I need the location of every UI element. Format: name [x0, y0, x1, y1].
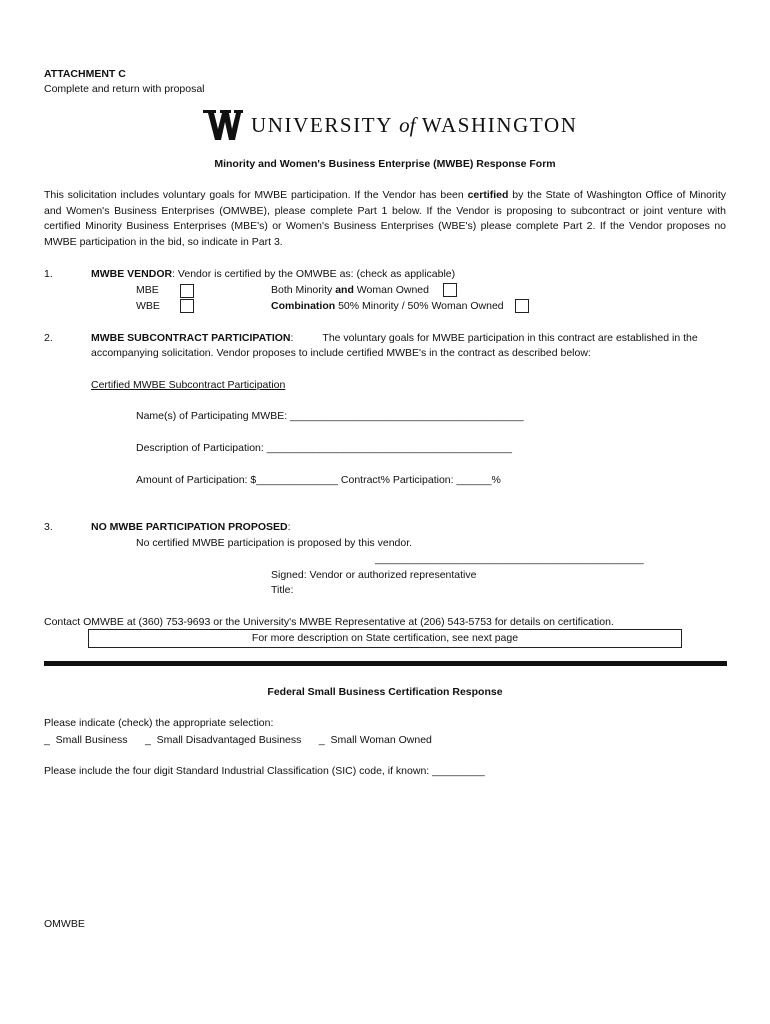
- section1-number: 1.: [44, 268, 53, 280]
- contact-text: Contact OMWBE at (360) 753-9693 or the University's MWBE Representative at (206) 543-5753 for details on certification.: [44, 616, 614, 628]
- both-checkbox[interactable]: [443, 283, 457, 297]
- section3-colon: :: [287, 521, 291, 533]
- intro-part2: by the State of Washington Office of Minority and Women's Business Enterprises (OMWBE), please complete Part 1 below. If the Vendor is proposing to subcontract or joint venture with certified Minority Business Enterprises (MBE's) or Women's Business Enterprises (WBE's) please complete Part 2. If the Vendor proposes no MWBE participation in the bid, so indicate in Part 3.: [44, 189, 726, 248]
- state-certification-note-box: For more description on State certification, see next page: [88, 629, 682, 648]
- footer-label: OMWBE: [44, 918, 85, 930]
- signed-label: Signed: Vendor or authorized representative: [271, 569, 477, 581]
- both-bold: and: [335, 284, 354, 296]
- section1-line: [91, 267, 455, 281]
- intro-paragraph: [44, 188, 726, 250]
- wordmark-of: of: [399, 113, 416, 137]
- uw-w-logo-icon: [203, 110, 243, 140]
- subcontract-subheading: Certified MWBE Subcontract Participation: [91, 379, 286, 391]
- wordmark-university: UNIVERSITY: [251, 113, 393, 137]
- both-suffix: Woman Owned: [353, 284, 429, 296]
- mbe-label: MBE: [136, 284, 159, 296]
- section3-line: [91, 520, 291, 534]
- intro-part1: This solicitation includes voluntary goals for MWBE participation. If the Vendor has been: [44, 189, 468, 201]
- university-wordmark: [251, 113, 578, 138]
- attachment-label: ATTACHMENT C: [44, 68, 126, 80]
- section-divider: [44, 661, 727, 666]
- section3-heading: NO MWBE PARTICIPATION PROPOSED: [91, 521, 288, 533]
- federal-options[interactable]: _ Small Business _ Small Disadvantaged Business _ Small Woman Owned: [44, 734, 432, 746]
- combination-bold: Combination: [271, 300, 336, 312]
- section2-heading: MWBE SUBCONTRACT PARTICIPATION: [91, 332, 291, 344]
- section1-text: : Vendor is certified by the OMWBE as: (check as applicable): [172, 268, 456, 280]
- participation-description-field[interactable]: Description of Participation: __________________________________________: [136, 442, 512, 454]
- section2-text1: : The voluntary goals for MWBE participation in this contract are established in the: [290, 332, 698, 344]
- signature-line[interactable]: ______________________________________________: [375, 553, 644, 565]
- section3-text: No certified MWBE participation is proposed by this vendor.: [136, 537, 413, 549]
- wbe-label: WBE: [136, 300, 160, 312]
- section1-heading: MWBE VENDOR: [91, 268, 173, 280]
- combination-checkbox[interactable]: [515, 299, 529, 313]
- intro-bold-certified: certified: [467, 189, 509, 201]
- wordmark-washington: WASHINGTON: [421, 113, 578, 137]
- instruction-text: Complete and return with proposal: [44, 83, 205, 95]
- federal-title: Federal Small Business Certification Response: [267, 686, 503, 698]
- participation-amount-field[interactable]: Amount of Participation: $______________ Contract% Participation: ______%: [136, 474, 501, 486]
- form-title: Minority and Women's Business Enterprise (MWBE) Response Form: [214, 158, 556, 170]
- wbe-checkbox[interactable]: [180, 299, 194, 313]
- section2-number: 2.: [44, 332, 53, 344]
- participating-names-field[interactable]: Name(s) of Participating MWBE: ________________________________________: [136, 410, 524, 422]
- sic-code-field[interactable]: Please include the four digit Standard Industrial Classification (SIC) code, if known: _________: [44, 765, 485, 777]
- both-option: [271, 283, 429, 297]
- section3-number: 3.: [44, 521, 53, 533]
- both-prefix: Both Minority: [271, 284, 336, 296]
- combination-option: [271, 299, 504, 313]
- federal-indicate-text: Please indicate (check) the appropriate selection:: [44, 717, 274, 729]
- mbe-checkbox[interactable]: [180, 284, 194, 298]
- section2-line2: accompanying solicitation. Vendor proposes to include certified MWBE's in the contract as described below:: [91, 347, 591, 359]
- title-label: Title:: [271, 584, 294, 596]
- section2-line1: [91, 331, 726, 345]
- combination-rest: 50% Minority / 50% Woman Owned: [335, 300, 504, 312]
